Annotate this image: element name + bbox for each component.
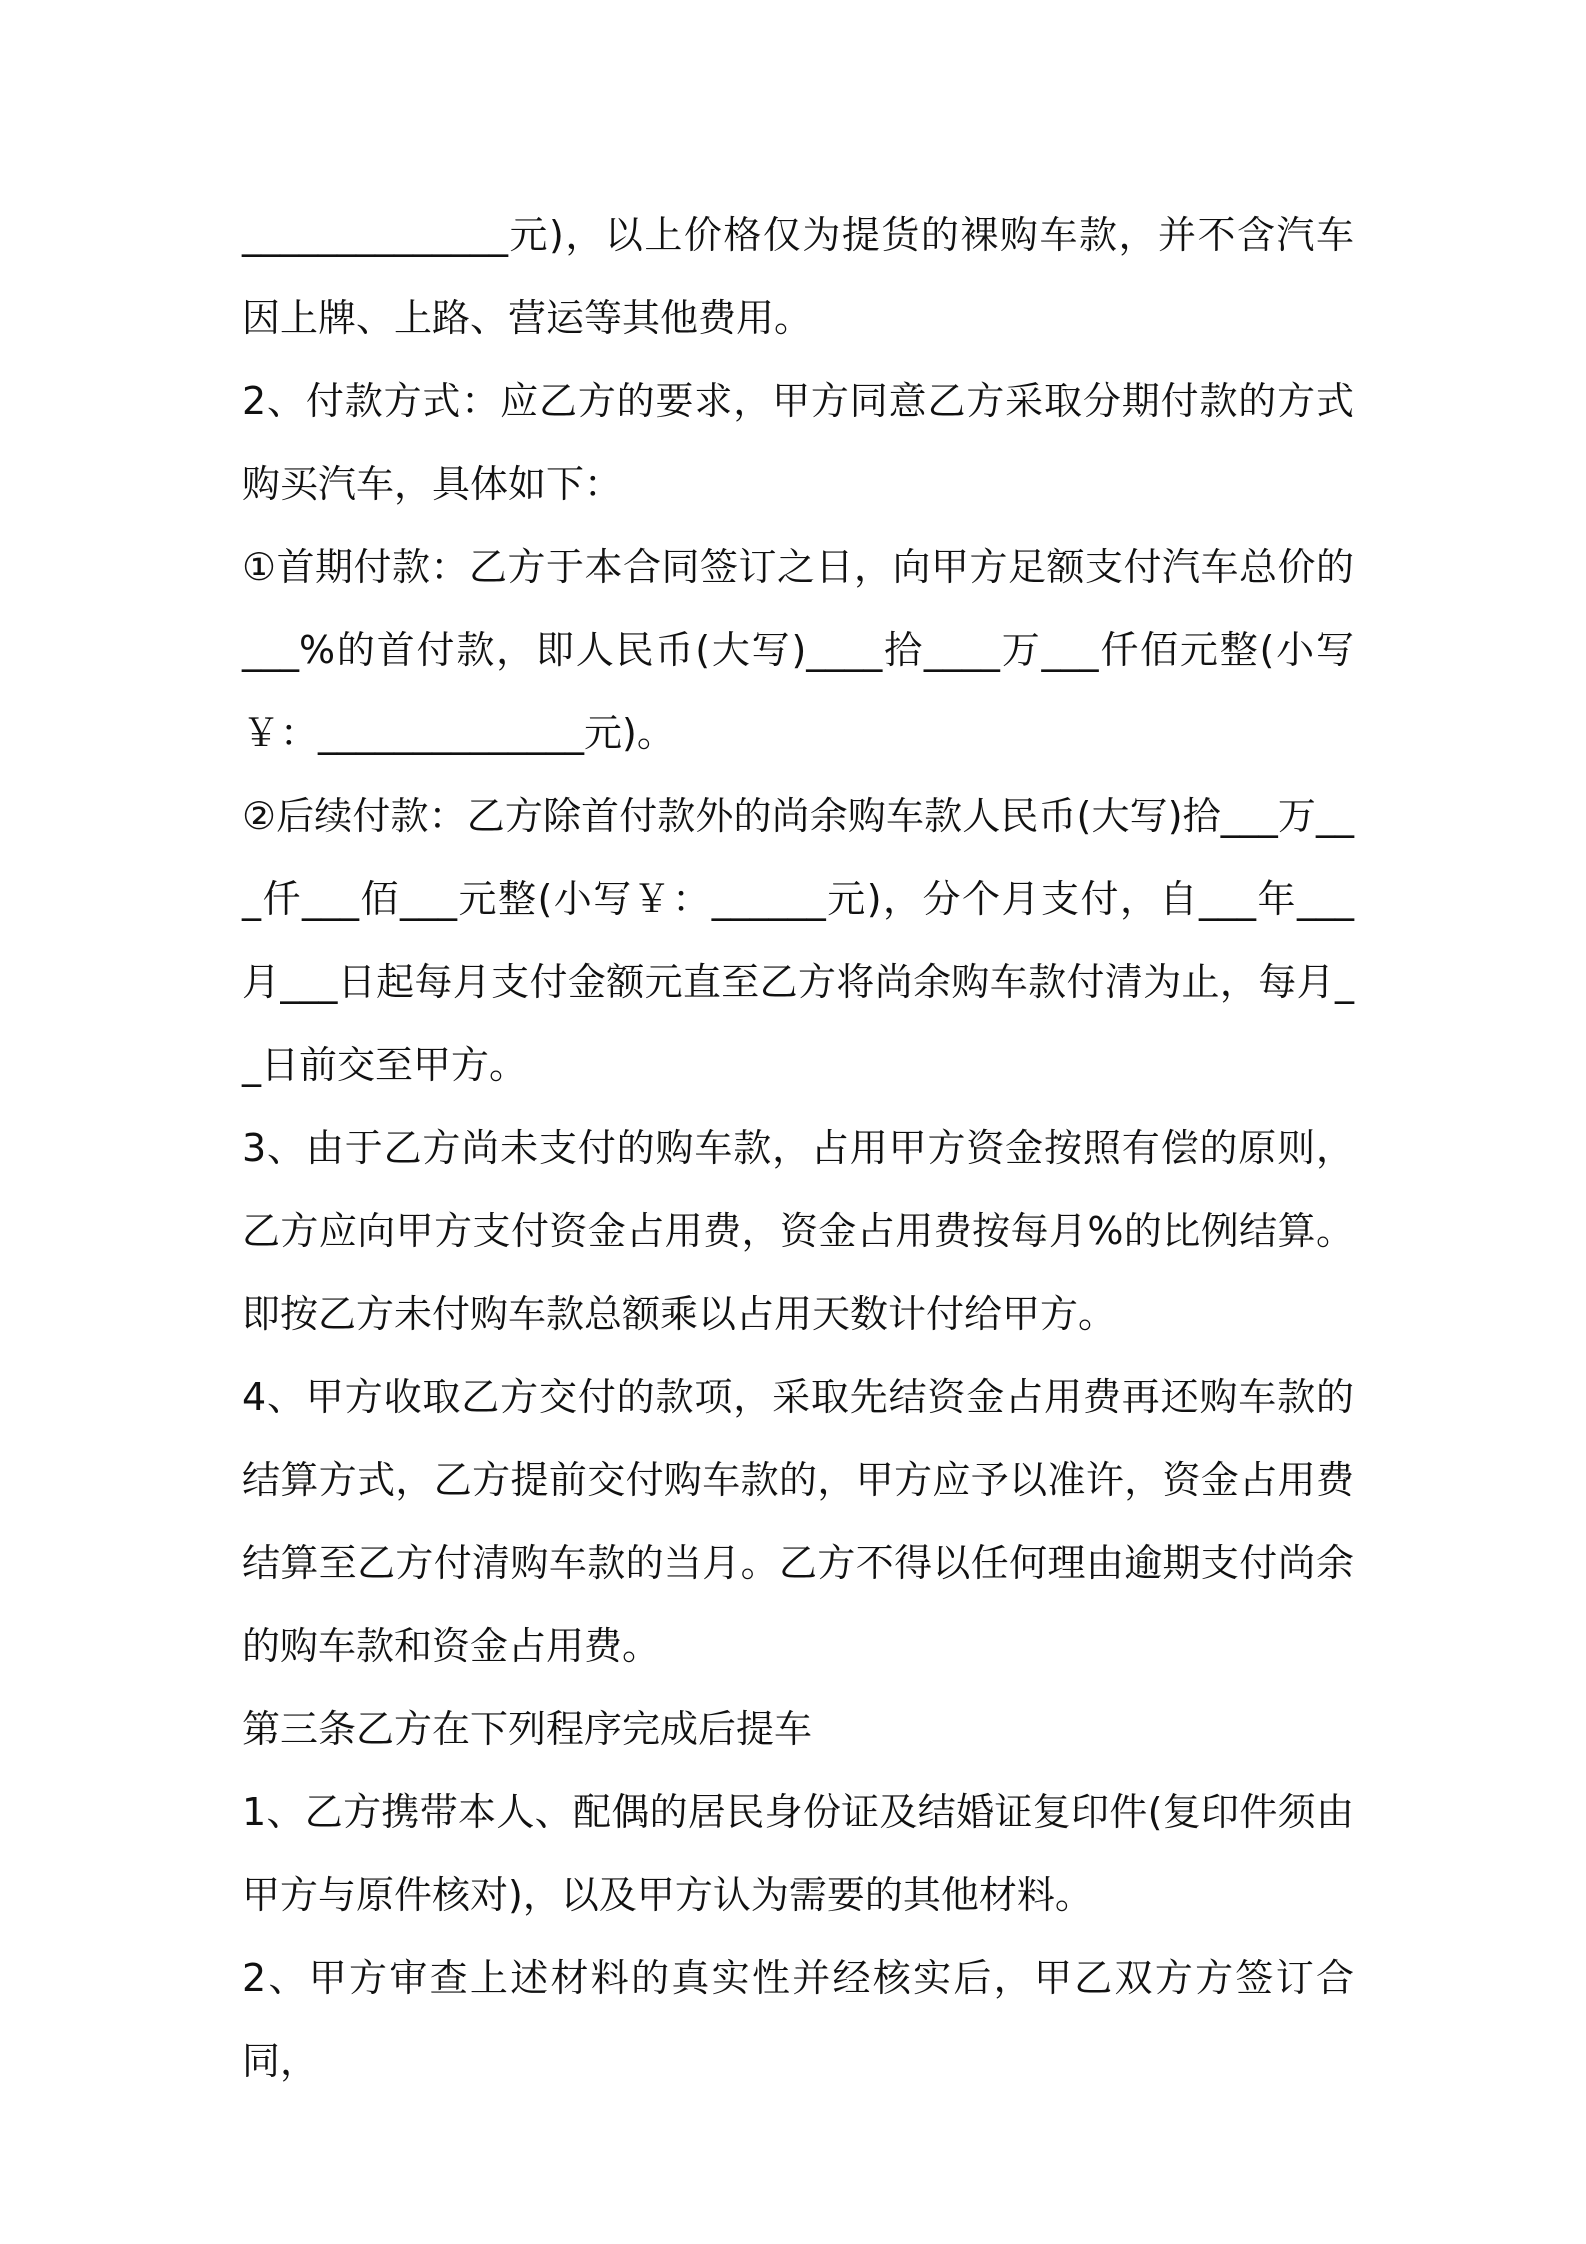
paragraph-verification: 2、甲方审查上述材料的真实性并经核实后，甲乙双方方签订合同， (242, 1956, 1354, 2083)
paragraph-capital-fee: 3、由于乙方尚未支付的购车款，占用甲方资金按照有偿的原则，乙方应向甲方支付资金占用费，资金占用费按每月%的比例结算。即按乙方未付购车款总额乘以占用天数计付给甲方。 (242, 1126, 1354, 1336)
paragraph-down-payment: ①首期付款：乙方于本合同签订之日，向甲方足额支付汽车总价的___%的首付款，即人民币(大写)____拾____万___仟佰元整(小写￥：______________元)。 (242, 545, 1354, 755)
contract-text (242, 194, 1354, 2103)
paragraph-payment-method: 2、付款方式：应乙方的要求，甲方同意乙方采取分期付款的方式购买汽车，具体如下： (242, 379, 1354, 506)
article-three-heading: 第三条乙方在下列程序完成后提车 (242, 1707, 813, 1751)
paragraph-subsequent-payment: ②后续付款：乙方除首付款外的尚余购车款人民币(大写)拾___万___仟___佰___元整(小写￥：______元)，分个月支付，自___年___月___日起每月支付金额元直至乙方将尚余购车款付清为止，每月__日前交至甲方。 (242, 794, 1354, 1087)
paragraph-settlement: 4、甲方收取乙方交付的款项，采取先结资金占用费再还购车款的结算方式，乙方提前交付购车款的，甲方应予以准许，资金占用费结算至乙方付清购车款的当月。乙方不得以任何理由逾期支付尚余的购车款和资金占用费。 (242, 1375, 1354, 1668)
paragraph-documents: 1、乙方携带本人、配偶的居民身份证及结婚证复印件(复印件须由甲方与原件核对)，以及甲方认为需要的其他材料。 (242, 1790, 1354, 1917)
paragraph-price-note: ______________元)，以上价格仅为提货的裸购车款，并不含汽车因上牌、上路、营运等其他费用。 (242, 213, 1354, 340)
